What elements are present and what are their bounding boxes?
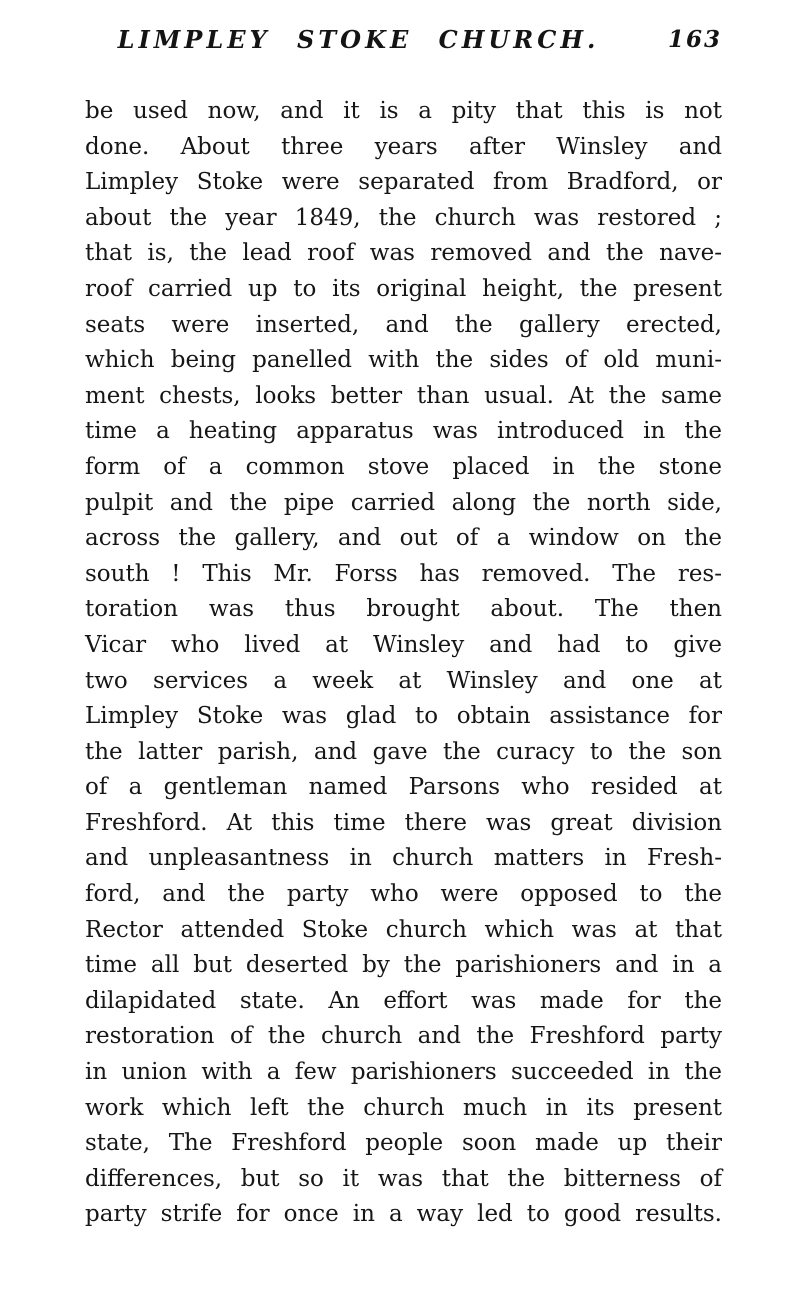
page-number: 163 <box>667 26 722 53</box>
text-line: the latter parish, and gave the curacy to the son <box>85 738 722 765</box>
text-line: Limpley Stoke was glad to obtain assistance for <box>85 703 722 730</box>
text-line: work which left the church much in its present <box>85 1094 722 1121</box>
text-line: about the year 1849, the church was restored ; <box>85 204 722 231</box>
text-line: time all but deserted by the parishioners and in a <box>85 952 722 979</box>
text-line: that is, the lead roof was removed and the nave- <box>85 240 722 267</box>
text-line: of a gentleman named Parsons who resided at <box>85 774 722 801</box>
text-line: Rector attended Stoke church which was at that <box>85 916 722 943</box>
text-line: form of a common stove placed in the stone <box>85 453 722 480</box>
text-line: Freshford. At this time there was great division <box>85 809 722 836</box>
header-title: LIMPLEY STOKE CHURCH. <box>117 25 600 54</box>
text-line: party strife for once in a way led to good results. <box>85 1201 722 1228</box>
text-line: in union with a few parishioners succeeded in the <box>85 1059 722 1086</box>
text-line: dilapidated state. An effort was made for the <box>85 987 722 1014</box>
text-line: across the gallery, and out of a window on the <box>85 525 722 552</box>
text-line: time a heating apparatus was introduced in the <box>85 418 722 445</box>
text-line: ment chests, looks better than usual. At the same <box>85 382 722 409</box>
text-line: ford, and the party who were opposed to the <box>85 881 722 908</box>
text-line: done. About three years after Winsley and <box>85 133 722 160</box>
text-line: be used now, and it is a pity that this is not <box>85 98 722 124</box>
text-line: and unpleasantness in church matters in Fresh- <box>85 845 722 872</box>
text-line: Vicar who lived at Winsley and had to give <box>85 631 722 658</box>
text-line: south ! This Mr. Forss has removed. The res- <box>85 560 722 587</box>
text-line: toration was thus brought about. The then <box>85 596 722 623</box>
body-text <box>85 94 722 1233</box>
text-line: differences, but so it was that the bitterness of <box>85 1165 722 1192</box>
text-line: restoration of the church and the Freshford party <box>85 1023 722 1050</box>
text-line: roof carried up to its original height, the present <box>85 275 722 302</box>
text-line: seats were inserted, and the gallery erected, <box>85 311 722 338</box>
text-line: Limpley Stoke were separated from Bradford, or <box>85 169 722 196</box>
text-line: pulpit and the pipe carried along the north side, <box>85 489 722 516</box>
text-line: which being panelled with the sides of old muni- <box>85 347 722 374</box>
running-header <box>85 25 722 57</box>
text-line: state, The Freshford people soon made up their <box>85 1130 722 1157</box>
text-line: two services a week at Winsley and one at <box>85 667 722 694</box>
